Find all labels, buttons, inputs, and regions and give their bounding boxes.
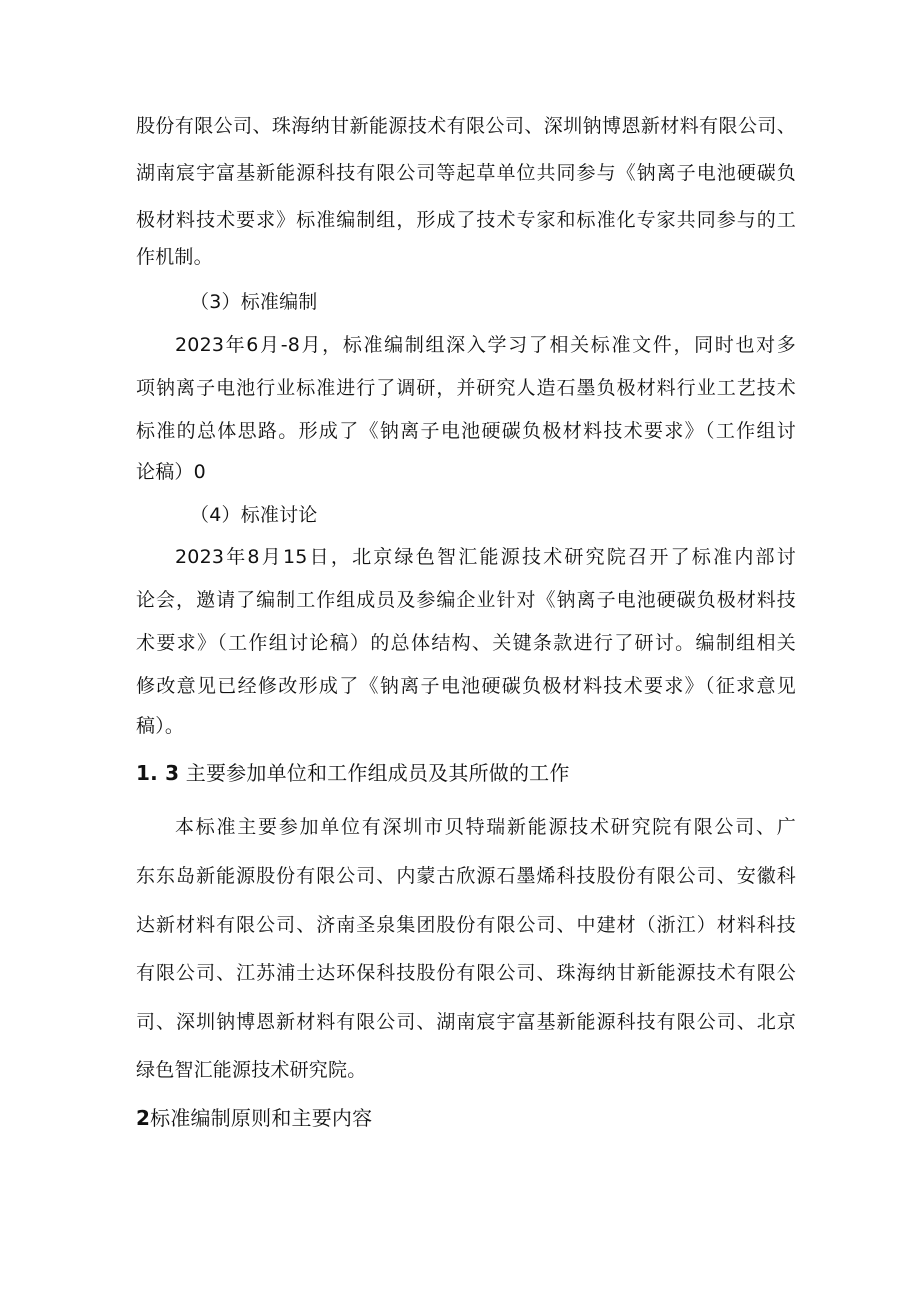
paragraph-line: 司、深圳钠博恩新材料有限公司、湖南宸宇富基新能源科技有限公司、北京: [136, 1011, 796, 1033]
section-heading-number: 2: [136, 1106, 151, 1130]
paragraph-line: 论会，邀请了编制工作组成员及参编企业针对《钠离子电池硬碳负极材料技: [136, 589, 796, 611]
paragraph-line: 股份有限公司、珠海纳甘新能源技术有限公司、深圳钠博恩新材料有限公司、: [136, 115, 796, 137]
paragraph-line: 有限公司、江苏浦士达环保科技股份有限公司、珠海纳甘新能源技术有限公: [136, 962, 796, 984]
paragraph-line: 术要求》（工作组讨论稿）的总体结构、关键条款进行了研讨。编制组相关: [136, 632, 796, 654]
section-heading-number: 1. 3: [136, 761, 180, 785]
section-heading-text: 主要参加单位和工作组成员及其所做的工作: [185, 761, 570, 785]
paragraph-line: 极材料技术要求》标准编制组，形成了技术专家和标准化专家共同参与的工: [136, 209, 796, 231]
subsection-title: （3）标准编制: [190, 291, 318, 313]
paragraph-line: 东东岛新能源股份有限公司、内蒙古欣源石墨烯科技股份有限公司、安徽科: [136, 865, 796, 887]
paragraph-line: 2023年8月15日，北京绿色智汇能源技术研究院召开了标准内部讨: [175, 546, 796, 568]
paragraph-line: 标准的总体思路。形成了《钠离子电池硬碳负极材料技术要求》（工作组讨: [136, 420, 796, 442]
paragraph-line: 作机制。: [136, 246, 213, 268]
paragraph-line: 修改意见已经修改形成了《钠离子电池硬碳负极材料技术要求》（征求意见: [136, 675, 796, 697]
paragraph-line: 本标准主要参加单位有深圳市贝特瑞新能源技术研究院有限公司、广: [175, 816, 796, 838]
paragraph-line: 项钠离子电池行业标准进行了调研，并研究人造石墨负极材料行业工艺技术: [136, 377, 796, 399]
paragraph-line: 绿色智汇能源技术研究院。: [136, 1059, 367, 1081]
paragraph-line: 湖南宸宇富基新能源科技有限公司等起草单位共同参与《钠离子电池硬碳负: [136, 162, 796, 184]
paragraph-line: 稿）。: [136, 715, 185, 737]
section-heading: [136, 1106, 796, 1130]
paragraph-line: 论稿）0: [136, 461, 206, 483]
paragraph-line: 2023年6月-8月，标准编制组深入学习了相关标准文件，同时也对多: [175, 334, 796, 356]
paragraph-line: 达新材料有限公司、济南圣泉集团股份有限公司、中建材（浙江）材料科技: [136, 914, 796, 936]
section-heading: [136, 761, 796, 785]
subsection-title: （4）标准讨论: [190, 504, 318, 526]
section-heading-text: 标准编制原则和主要内容: [150, 1106, 373, 1130]
